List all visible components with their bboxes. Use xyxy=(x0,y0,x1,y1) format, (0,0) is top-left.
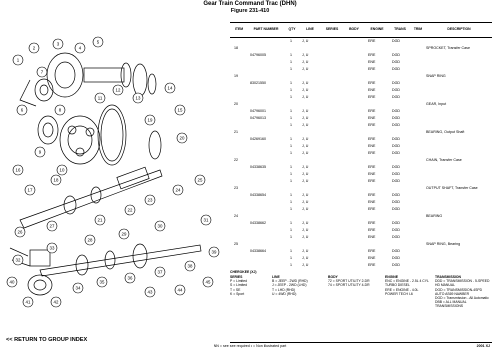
cell-qty: 1 xyxy=(290,263,292,267)
legend-engine xyxy=(385,275,429,296)
callout-16 xyxy=(13,165,23,175)
legend-engine-line: TURBO DIESEL xyxy=(385,283,410,288)
callout-39 xyxy=(209,247,219,257)
cell-line: J, U xyxy=(302,235,309,239)
callout-3 xyxy=(53,39,63,49)
callout-10 xyxy=(57,165,67,175)
legend-line-line: T = LHD (RHD) xyxy=(272,287,296,292)
cell-line: J, U xyxy=(302,165,309,169)
cell-engine: ERE xyxy=(368,137,376,141)
cell-item: 19 xyxy=(234,74,238,78)
cell-line: J, U xyxy=(302,207,309,211)
cell-line: J, U xyxy=(302,116,309,120)
legend-engine-line: ENC = ENGINE - 2.5L 4 CYL xyxy=(385,279,429,284)
svg-text:4: 4 xyxy=(78,45,82,51)
model-code-legend xyxy=(230,270,492,330)
legend-line-line: B = JEEP - 2WD (RHD) xyxy=(272,279,308,284)
svg-text:21: 21 xyxy=(97,217,103,223)
svg-text:27: 27 xyxy=(49,223,55,229)
legend-series-line: K = Sport xyxy=(230,291,245,296)
svg-text:1: 1 xyxy=(16,57,20,63)
svg-text:25: 25 xyxy=(197,177,203,183)
legend-line-line: U = 4WD (RHD) xyxy=(272,291,297,296)
page-number: 2001 XJ xyxy=(476,344,490,348)
cell-engine: ERE xyxy=(368,81,376,85)
cell-part: 04796005 xyxy=(250,53,266,57)
cell-engine: ERE xyxy=(368,123,376,127)
svg-text:26: 26 xyxy=(17,229,23,235)
svg-text:8: 8 xyxy=(58,107,62,113)
cell-trans: DGD xyxy=(392,67,400,71)
callout-34 xyxy=(73,283,83,293)
svg-text:14: 14 xyxy=(167,85,173,91)
cell-engine: ENE xyxy=(368,116,376,120)
callout-6 xyxy=(17,105,27,115)
cell-part: 83021550 xyxy=(250,81,266,85)
cell-trans: DGD xyxy=(392,137,400,141)
cell-part: 04796013 xyxy=(250,116,266,120)
cell-qty: 1 xyxy=(290,144,292,148)
cell-desc: CHAIN, Transfer Case xyxy=(426,158,462,162)
legend-series-line: P = Limited xyxy=(230,279,247,284)
callout-29 xyxy=(119,229,129,239)
callout-14 xyxy=(165,83,175,93)
cell-item: 24 xyxy=(234,214,238,218)
callout-24 xyxy=(173,185,183,195)
svg-text:18: 18 xyxy=(53,177,59,183)
cell-trans: DGD xyxy=(392,81,400,85)
header-item: ITEM xyxy=(234,27,244,32)
legend-transmission xyxy=(435,275,489,309)
cell-trans: DGD xyxy=(392,179,400,183)
cell-qty: 1 xyxy=(290,200,292,204)
svg-text:41: 41 xyxy=(25,299,31,305)
callout-4 xyxy=(75,43,85,53)
callout-13 xyxy=(133,93,143,103)
header-line: LINE xyxy=(306,27,314,32)
legend-engine-line: POWER TECH I-6 xyxy=(385,291,413,296)
cell-line: J, U xyxy=(302,249,309,253)
callout-15 xyxy=(175,105,185,115)
cell-desc: BEARING xyxy=(426,214,443,218)
cell-line: J, U xyxy=(302,53,309,57)
header-engine: ENGINE xyxy=(370,27,384,32)
cell-qty: 1 xyxy=(290,88,292,92)
callout-21 xyxy=(95,215,105,225)
cell-engine: ERE xyxy=(368,221,376,225)
cell-line: J, U xyxy=(302,228,309,232)
svg-text:43: 43 xyxy=(147,289,153,295)
callout-7 xyxy=(37,67,47,77)
legend-line-line: J = JEEP - 2WD (LHD) xyxy=(272,283,307,288)
legend-body-line: 72 = SPORT UTILITY 2-DR xyxy=(328,279,370,284)
cell-trans: DGD xyxy=(392,256,400,260)
legend-body-line: 74 = SPORT UTILITY 4-DR xyxy=(328,283,370,288)
cell-desc: BEARING, Output Shaft xyxy=(426,130,465,134)
callout-27 xyxy=(47,221,57,231)
legend-trans-line: DGD = Transmission - All Automatic xyxy=(435,296,489,301)
svg-text:7: 7 xyxy=(40,69,44,75)
svg-text:16: 16 xyxy=(15,167,21,173)
svg-text:3: 3 xyxy=(56,41,60,47)
svg-text:2: 2 xyxy=(32,45,36,51)
callout-5 xyxy=(93,37,103,47)
cell-line: J, U xyxy=(302,172,309,176)
cell-item: 20 xyxy=(234,102,238,106)
cell-line: J, U xyxy=(302,123,309,127)
callout-31 xyxy=(201,215,211,225)
svg-text:32: 32 xyxy=(15,257,21,263)
cell-part: 04269160 xyxy=(250,137,266,141)
cell-engine: ERE xyxy=(368,95,376,99)
callout-25 xyxy=(195,175,205,185)
cell-engine: ERE xyxy=(368,179,376,183)
exploded-parts-diagram xyxy=(0,20,230,310)
cell-qty: 1 xyxy=(290,172,292,176)
callout-22 xyxy=(125,205,135,215)
svg-text:23: 23 xyxy=(147,197,153,203)
cell-trans: DGD xyxy=(392,207,400,211)
cell-trans: DGD xyxy=(392,39,400,43)
cell-engine: ERE xyxy=(368,39,376,43)
cell-engine: ERE xyxy=(368,67,376,71)
cell-item: 18 xyxy=(234,46,238,50)
callout-20 xyxy=(177,133,187,143)
cell-qty: 1 xyxy=(290,235,292,239)
svg-text:10: 10 xyxy=(59,167,65,173)
cell-engine: ENE xyxy=(368,172,376,176)
callout-19 xyxy=(145,115,155,125)
svg-text:31: 31 xyxy=(203,217,209,223)
cell-line: J, U xyxy=(302,256,309,260)
cell-line: J, U xyxy=(302,193,309,197)
legend-title: CHEROKEE (XJ) xyxy=(230,270,257,274)
legend-engine-line: ERE = ENGINE - 4.0L xyxy=(385,287,419,292)
cell-qty: 1 xyxy=(290,137,292,141)
callout-36 xyxy=(125,273,135,283)
cell-item: 22 xyxy=(234,158,238,162)
cell-item: 23 xyxy=(234,186,238,190)
legend-trans-line: HD MANUAL xyxy=(435,283,455,288)
cell-trans: DGD xyxy=(392,60,400,64)
cell-desc: SNAP RING, Bearing xyxy=(426,242,461,246)
svg-text:29: 29 xyxy=(121,231,127,237)
cell-qty: 1 xyxy=(290,179,292,183)
callout-45 xyxy=(203,277,213,287)
svg-text:33: 33 xyxy=(49,245,55,251)
callout-9 xyxy=(35,147,45,157)
table-row xyxy=(230,262,492,269)
callout-8 xyxy=(55,105,65,115)
cell-item: 25 xyxy=(234,242,238,246)
legend-series xyxy=(230,275,247,296)
cell-trans: DGD xyxy=(392,200,400,204)
legend-series-line: S = Limited xyxy=(230,283,248,288)
figure-number: Figure 231-410 xyxy=(230,8,270,14)
cell-line: J, U xyxy=(302,39,309,43)
cell-line: J, U xyxy=(302,95,309,99)
cell-line: J, U xyxy=(302,200,309,204)
cell-desc: GEAR, Input xyxy=(426,102,447,106)
cell-line: J, U xyxy=(302,151,309,155)
cell-trans: DGD xyxy=(392,88,400,92)
cell-engine: ERE xyxy=(368,193,376,197)
cell-qty: 1 xyxy=(290,249,292,253)
legend-body-heading: BODY xyxy=(328,275,338,279)
header-description: DESCRIPTION xyxy=(447,27,471,32)
callout-1 xyxy=(13,55,23,65)
cell-line: J, U xyxy=(302,221,309,225)
legend-trans-line: DGD = TRANSMISSION-4SPD xyxy=(435,287,483,292)
cell-qty: 1 xyxy=(290,228,292,232)
callout-35 xyxy=(97,277,107,287)
cell-trans: DGD xyxy=(392,221,400,225)
cell-qty: 1 xyxy=(290,53,292,57)
cell-qty: 1 xyxy=(290,221,292,225)
legend-engine-heading: ENGINE xyxy=(385,275,398,279)
cell-trans: DGD xyxy=(392,109,400,113)
cell-line: J, U xyxy=(302,137,309,141)
legend-body xyxy=(328,275,370,288)
legend-trans-heading: TRANSMISSION xyxy=(435,275,461,279)
cell-line: J, U xyxy=(302,144,309,148)
cell-qty: 1 xyxy=(290,67,292,71)
svg-text:15: 15 xyxy=(177,107,183,113)
cell-qty: 1 xyxy=(290,116,292,120)
cell-qty: 1 xyxy=(290,123,292,127)
cell-trans: DGD xyxy=(392,165,400,169)
callout-11 xyxy=(95,93,105,103)
callout-32 xyxy=(13,255,23,265)
cell-trans: DGD xyxy=(392,151,400,155)
cell-part: 04338654 xyxy=(250,193,266,197)
cell-engine: ERE xyxy=(368,165,376,169)
cell-engine: ERE xyxy=(368,207,376,211)
callout-28 xyxy=(85,235,95,245)
footer-divider xyxy=(230,342,492,343)
cell-line: J, U xyxy=(302,81,309,85)
cell-trans: DGD xyxy=(392,123,400,127)
svg-text:9: 9 xyxy=(38,149,42,155)
svg-text:34: 34 xyxy=(75,285,81,291)
svg-text:30: 30 xyxy=(157,223,163,229)
svg-text:17: 17 xyxy=(27,187,33,193)
callout-26 xyxy=(15,227,25,237)
header-part-number: PART NUMBER xyxy=(253,27,279,32)
cell-trans: DGD xyxy=(392,53,400,57)
cell-desc: SNAP RING xyxy=(426,74,446,78)
cell-part: 04338662 xyxy=(250,221,266,225)
svg-text:6: 6 xyxy=(20,107,24,113)
legend-trans-line: DDD = TRANSMISSION - 5-SPEED xyxy=(435,279,490,284)
header-qty: QTY xyxy=(288,27,296,32)
callout-17 xyxy=(25,185,35,195)
cell-engine: ERE xyxy=(368,249,376,253)
callout-40 xyxy=(7,277,17,287)
cell-engine: ENE xyxy=(368,235,376,239)
svg-text:40: 40 xyxy=(9,279,15,285)
svg-text:44: 44 xyxy=(177,287,183,293)
header-trim: TRIM xyxy=(413,27,423,32)
cell-engine: ERE xyxy=(368,263,376,267)
cell-qty: 1 xyxy=(290,256,292,260)
svg-text:39: 39 xyxy=(211,249,217,255)
svg-text:38: 38 xyxy=(187,263,193,269)
callout-41 xyxy=(23,297,33,307)
svg-text:11: 11 xyxy=(97,95,103,101)
svg-text:19: 19 xyxy=(147,117,153,123)
callout-33 xyxy=(47,243,57,253)
legend-trans-line: AUTO AS69 NAWBER xyxy=(435,291,470,296)
cell-engine: ENE xyxy=(368,200,376,204)
figure-title: Gear Train Command Trac (DHN) xyxy=(203,1,297,7)
cell-qty: 1 xyxy=(290,39,292,43)
cell-item: 21 xyxy=(234,130,238,134)
cell-engine: ENE xyxy=(368,88,376,92)
cell-part: 04338664 xyxy=(250,249,266,253)
callout-30 xyxy=(155,221,165,231)
svg-text:24: 24 xyxy=(175,187,181,193)
header-series: SERIES xyxy=(325,27,339,32)
cell-qty: 1 xyxy=(290,109,292,113)
cell-engine: ENE xyxy=(368,256,376,260)
cell-engine: ERE xyxy=(368,109,376,113)
callout-42 xyxy=(51,297,61,307)
cell-trans: DGD xyxy=(392,116,400,120)
callout-38 xyxy=(185,261,195,271)
cell-line: J, U xyxy=(302,179,309,183)
callout-37 xyxy=(155,267,165,277)
svg-text:35: 35 xyxy=(99,279,105,285)
svg-text:28: 28 xyxy=(87,237,93,243)
cell-trans: DGD xyxy=(392,95,400,99)
cell-qty: 1 xyxy=(290,207,292,211)
cell-qty: 1 xyxy=(290,60,292,64)
cell-line: J, U xyxy=(302,60,309,64)
cell-engine: ENE xyxy=(368,60,376,64)
header-body: BODY xyxy=(349,27,359,32)
svg-text:22: 22 xyxy=(127,207,133,213)
callout-23 xyxy=(145,195,155,205)
svg-text:42: 42 xyxy=(53,299,59,305)
callout-12 xyxy=(113,85,123,95)
parts-table-header xyxy=(230,22,492,38)
cell-line: J, U xyxy=(302,67,309,71)
svg-text:13: 13 xyxy=(135,95,141,101)
header-trans: TRANS xyxy=(394,27,406,32)
cell-trans: DGD xyxy=(392,228,400,232)
svg-text:20: 20 xyxy=(179,135,185,141)
legend-series-line: T = SE xyxy=(230,287,241,292)
cell-trans: DGD xyxy=(392,263,400,267)
legend-series-heading: SERIES xyxy=(230,275,243,279)
cell-trans: DGD xyxy=(392,172,400,176)
cell-line: J, U xyxy=(302,88,309,92)
cell-qty: 1 xyxy=(290,95,292,99)
cell-qty: 1 xyxy=(290,151,292,155)
cell-engine: ERE xyxy=(368,151,376,155)
callout-44 xyxy=(175,285,185,295)
cell-qty: 1 xyxy=(290,193,292,197)
svg-text:45: 45 xyxy=(205,279,211,285)
cell-desc: OUTPUT SHAFT, Transfer Case xyxy=(426,186,478,190)
cell-desc: SPROCKET, Transfer Case xyxy=(426,46,470,50)
cell-line: J, U xyxy=(302,109,309,113)
cell-engine: ENE xyxy=(368,144,376,148)
cell-trans: DGD xyxy=(392,144,400,148)
svg-text:37: 37 xyxy=(157,269,163,275)
svg-text:5: 5 xyxy=(96,39,100,45)
cell-engine: ERE xyxy=(368,228,376,232)
cell-engine: ERE xyxy=(368,53,376,57)
cell-qty: 1 xyxy=(290,165,292,169)
cell-part: 04796001 xyxy=(250,109,266,113)
parts-table xyxy=(230,22,492,267)
cell-qty: 1 xyxy=(290,81,292,85)
svg-text:12: 12 xyxy=(115,87,121,93)
callout-43 xyxy=(145,287,155,297)
callout-18 xyxy=(51,175,61,185)
cell-trans: DGD xyxy=(392,193,400,197)
cell-trans: DGD xyxy=(392,249,400,253)
legend-line-heading: LINE xyxy=(272,275,280,279)
svg-text:36: 36 xyxy=(127,275,133,281)
callout-2 xyxy=(29,43,39,53)
return-to-group-index-link[interactable]: << RETURN TO GROUP INDEX xyxy=(6,337,88,343)
legend-trans-line: TRANSMISSIONS xyxy=(435,304,464,309)
cell-trans: DGD xyxy=(392,235,400,239)
cell-line: J, U xyxy=(302,263,309,267)
legend-line xyxy=(272,275,308,296)
cell-part: 04338635 xyxy=(250,165,266,169)
legend-trans-line: DBB = ALL MANUAL xyxy=(435,300,467,305)
footnote: NN = see see required • = Non illustrated part xyxy=(213,344,287,348)
